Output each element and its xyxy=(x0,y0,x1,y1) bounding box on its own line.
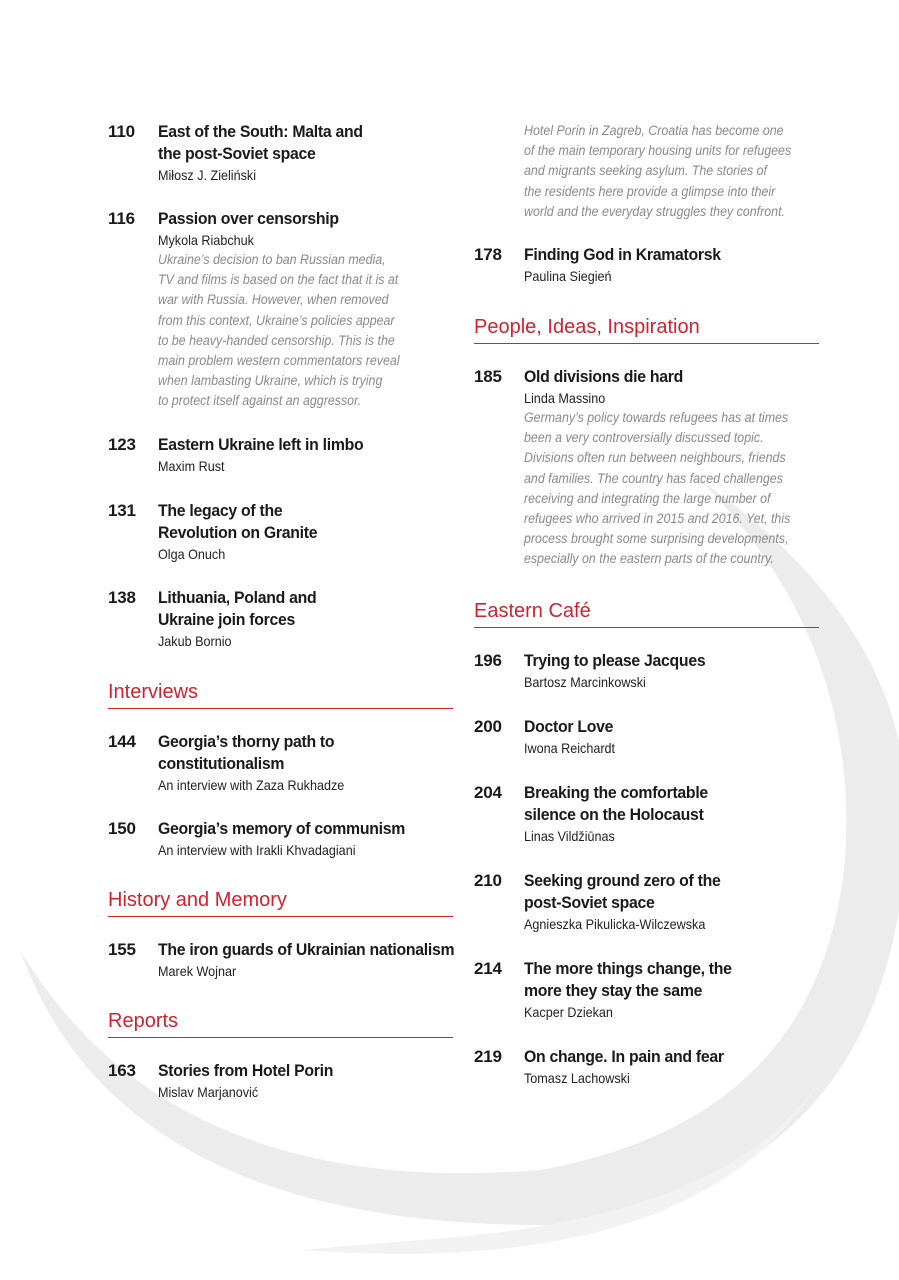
toc-entry-200[interactable] xyxy=(474,716,819,758)
page-number: 214 xyxy=(474,958,502,978)
article-author: Agnieszka Pikulicka-Wilczewska xyxy=(524,915,706,932)
page-number: 131 xyxy=(108,500,136,520)
article-title: Breaking the comfortable xyxy=(524,782,708,802)
article-title: The more things change, the xyxy=(524,958,732,978)
article-title-line2: more they stay the same xyxy=(524,980,703,1000)
left-column xyxy=(108,121,453,1102)
page-number: 196 xyxy=(474,650,502,670)
article-author: Maxim Rust xyxy=(158,457,225,474)
article-author: Kacper Dziekan xyxy=(524,1003,613,1020)
article-author: Mislav Marjanović xyxy=(158,1083,259,1100)
toc-entry-123[interactable] xyxy=(108,434,453,476)
article-title: Stories from Hotel Porin xyxy=(158,1060,334,1080)
article-title-line2: silence on the Holocaust xyxy=(524,804,704,824)
article-title: Georgia’s memory of communism xyxy=(158,818,405,838)
section-heading-interviews: Interviews xyxy=(108,679,453,709)
article-title: Finding God in Kramatorsk xyxy=(524,245,721,265)
article-title: Georgia’s thorny path to xyxy=(158,731,335,751)
article-title-line2: constitutionalism xyxy=(158,753,285,773)
article-description: Germany’s policy towards refugees has at times been a very controversially discussed topic. Divisions often run between neighbours, friends and families. The country has faced challenges receiving and integrating the large number of refugees who arrived in 2015 and 2016. Yet, this process brought some surprising developments, especially on the eastern parts of the country. xyxy=(524,410,791,567)
page-number: 219 xyxy=(474,1046,502,1066)
toc-entry-178[interactable] xyxy=(474,244,819,286)
continued-description: Hotel Porin in Zagreb, Croatia has become one of the main temporary housing units for refugees and migrants seeking asylum. The stories of the residents here provide a glimpse into their world and the everyday struggles they confront. xyxy=(524,123,792,219)
toc-entry-131[interactable] xyxy=(108,500,453,564)
article-author: Bartosz Marcinkowski xyxy=(524,673,646,690)
page-number: 200 xyxy=(474,716,502,736)
page-number: 204 xyxy=(474,782,502,802)
toc-entry-185[interactable] xyxy=(474,366,819,570)
article-title: Eastern Ukraine left in limbo xyxy=(158,434,364,454)
toc-entry-214[interactable] xyxy=(474,958,819,1022)
toc-entry-210[interactable] xyxy=(474,870,819,934)
article-author: Miłosz J. Zieliński xyxy=(158,167,257,183)
article-author: Mykola Riabchuk xyxy=(158,232,254,248)
section-heading-reports: Reports xyxy=(108,1008,453,1038)
toc-entry-163[interactable] xyxy=(108,1060,453,1102)
article-title: Trying to please Jacques xyxy=(524,650,706,670)
page-number: 138 xyxy=(108,587,136,607)
article-author: An interview with Irakli Khvadagiani xyxy=(158,841,356,858)
page-number: 178 xyxy=(474,245,502,265)
article-title: Seeking ground zero of the xyxy=(524,870,721,890)
section-heading-history: History and Memory xyxy=(108,887,453,917)
article-title: The legacy of the xyxy=(158,500,283,520)
section-heading-eastern-cafe: Eastern Café xyxy=(474,598,819,628)
toc-entry-196[interactable] xyxy=(474,650,819,692)
article-title-line2: post-Soviet space xyxy=(524,892,655,912)
page-number: 185 xyxy=(474,367,502,387)
section-heading-people: People, Ideas, Inspiration xyxy=(474,314,819,344)
article-author: Linda Massino xyxy=(524,390,606,407)
article-title: Old divisions die hard xyxy=(524,367,684,387)
toc-entry-110[interactable] xyxy=(108,121,453,185)
page-number: 123 xyxy=(108,434,136,454)
page-number: 163 xyxy=(108,1060,136,1080)
page-number: 116 xyxy=(108,209,135,228)
page-number: 210 xyxy=(474,870,502,890)
article-title: The iron guards of Ukrainian nationalism xyxy=(158,939,455,959)
article-author: Marek Wojnar xyxy=(158,962,237,979)
article-author: Linas Vildžiūnas xyxy=(524,827,615,844)
toc-entry-116[interactable] xyxy=(108,208,453,412)
page-number: 110 xyxy=(108,122,135,141)
article-author: Tomasz Lachowski xyxy=(524,1069,630,1086)
article-title: East of the South: Malta and xyxy=(158,122,363,141)
article-author: An interview with Zaza Rukhadze xyxy=(158,776,345,793)
right-column xyxy=(474,121,819,1088)
article-author: Paulina Siegień xyxy=(524,268,612,285)
article-author: Olga Onuch xyxy=(158,545,226,562)
page-number: 150 xyxy=(108,818,136,838)
article-author: Iwona Reichardt xyxy=(524,739,616,756)
article-author: Jakub Bornio xyxy=(158,632,232,649)
page-number: 144 xyxy=(108,731,136,751)
article-title: Doctor Love xyxy=(524,716,614,736)
article-title: Passion over censorship xyxy=(158,209,339,228)
article-title-line2: Ukraine join forces xyxy=(158,609,296,629)
toc-entry-150[interactable] xyxy=(108,818,453,860)
article-title-line2: Revolution on Granite xyxy=(158,522,318,542)
toc-entry-138[interactable] xyxy=(108,587,453,651)
toc-entry-219[interactable] xyxy=(474,1046,819,1088)
article-title: Lithuania, Poland and xyxy=(158,587,317,607)
page-number: 155 xyxy=(108,939,136,959)
toc-entry-144[interactable] xyxy=(108,731,453,795)
toc-entry-155[interactable] xyxy=(108,939,453,981)
article-description: Ukraine’s decision to ban Russian media, TV and films is based on the fact that it is at war with Russia. However, when removed from this context, Ukraine’s policies appear to be heavy-handed censorship. This is the main problem western commentators reveal when lambasting Ukraine, which is trying to protect itself against an aggressor. xyxy=(158,252,400,409)
article-title: On change. In pain and fear xyxy=(524,1046,724,1066)
article-title-line2: the post-Soviet space xyxy=(158,144,316,163)
toc-entry-204[interactable] xyxy=(474,782,819,846)
